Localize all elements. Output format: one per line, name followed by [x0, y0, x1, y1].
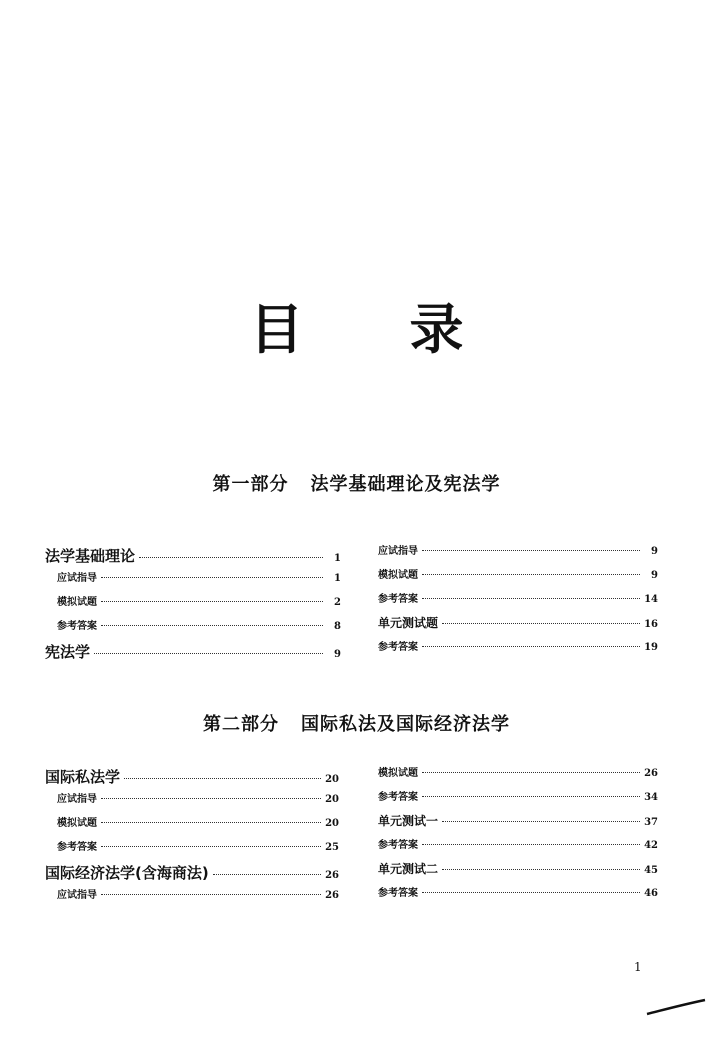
toc-entry-label: 参考答案	[378, 642, 418, 653]
toc-entry-label: 国际经济法学(含海商法)	[45, 864, 209, 882]
toc-entry[interactable]	[378, 788, 658, 812]
toc-entry[interactable]	[45, 886, 339, 910]
toc-entry[interactable]	[45, 617, 341, 641]
toc-entry-page: 26	[644, 768, 658, 779]
part-2-name: 国际私法及国际经济法学	[301, 714, 510, 735]
leader-dots	[101, 577, 323, 578]
toc-entry-label: 参考答案	[57, 842, 97, 853]
leader-dots	[422, 550, 640, 551]
toc-entry-label: 模拟试题	[378, 570, 418, 581]
part-2-right-column	[378, 764, 658, 908]
toc-entry-label: 国际私法学	[45, 768, 121, 786]
toc-entry-label: 模拟试题	[378, 768, 418, 779]
scan-mark	[645, 996, 707, 1020]
toc-entry[interactable]	[378, 812, 658, 836]
toc-entry-page: 20	[325, 794, 339, 805]
toc-entry-label: 参考答案	[378, 594, 418, 605]
toc-entry[interactable]	[378, 764, 658, 788]
leader-dots	[101, 625, 323, 626]
toc-entry-label: 单元测试一	[378, 814, 439, 828]
toc-entry-page: 9	[651, 546, 658, 557]
toc-entry[interactable]	[378, 836, 658, 860]
leader-dots	[213, 874, 321, 875]
toc-entry[interactable]	[45, 862, 339, 886]
page-number: 1	[634, 960, 642, 974]
toc-entry-page: 1	[334, 573, 341, 584]
toc-entry-page: 34	[644, 792, 658, 803]
part-1-number: 第一部分	[212, 474, 289, 495]
toc-entry-page: 9	[651, 570, 658, 581]
toc-entry-label: 应试指导	[57, 573, 97, 584]
toc-entry[interactable]	[378, 542, 658, 566]
toc-entry-label: 参考答案	[378, 840, 418, 851]
part-2-left-column	[45, 766, 339, 910]
toc-entry-page: 20	[325, 774, 339, 785]
toc-entry-page: 25	[325, 842, 339, 853]
leader-dots	[422, 796, 640, 797]
toc-entry-page: 20	[325, 818, 339, 829]
part-1-name: 法学基础理论及宪法学	[310, 474, 501, 495]
leader-dots	[422, 844, 640, 845]
toc-entry-label: 应试指导	[57, 890, 97, 901]
toc-entry-page: 19	[644, 642, 658, 653]
toc-entry-label: 模拟试题	[57, 818, 97, 829]
toc-entry-page: 26	[325, 870, 339, 881]
leader-dots	[101, 798, 321, 799]
toc-entry[interactable]	[45, 641, 341, 665]
leader-dots	[94, 653, 323, 654]
part-1-right-column	[378, 542, 658, 662]
toc-entry-page: 14	[644, 594, 658, 605]
toc-entry[interactable]	[45, 814, 339, 838]
toc-title	[0, 300, 713, 360]
toc-entry[interactable]	[45, 569, 341, 593]
toc-entry-page: 45	[644, 865, 658, 876]
title-char-1: 目	[249, 298, 304, 361]
leader-dots	[139, 557, 323, 558]
toc-entry-page: 2	[334, 597, 341, 608]
leader-dots	[101, 894, 321, 895]
part-2-number: 第二部分	[203, 714, 279, 735]
leader-dots	[422, 598, 640, 599]
toc-entry[interactable]	[378, 638, 658, 662]
leader-dots	[442, 821, 640, 822]
leader-dots	[124, 778, 321, 779]
toc-entry[interactable]	[378, 566, 658, 590]
toc-entry-label: 应试指导	[57, 794, 97, 805]
toc-entry-page: 42	[644, 840, 658, 851]
leader-dots	[101, 822, 321, 823]
toc-entry-label: 应试指导	[378, 546, 418, 557]
title-char-2: 录	[409, 298, 464, 361]
leader-dots	[442, 623, 640, 624]
toc-entry-label: 法学基础理论	[45, 547, 136, 565]
leader-dots	[422, 892, 640, 893]
toc-entry-page: 37	[644, 817, 658, 828]
toc-entry[interactable]	[378, 614, 658, 638]
leader-dots	[422, 574, 640, 575]
leader-dots	[101, 846, 321, 847]
leader-dots	[101, 601, 323, 602]
leader-dots	[422, 772, 640, 773]
toc-entry-label: 单元测试题	[378, 616, 439, 630]
toc-entry-label: 参考答案	[378, 888, 418, 899]
toc-entry[interactable]	[45, 593, 341, 617]
toc-entry[interactable]	[45, 838, 339, 862]
part-1-left-column	[45, 545, 341, 665]
toc-entry-page: 26	[325, 890, 339, 901]
toc-entry[interactable]	[45, 766, 339, 790]
toc-entry[interactable]	[378, 590, 658, 614]
toc-entry-label: 单元测试二	[378, 862, 439, 876]
toc-entry-page: 16	[644, 619, 658, 630]
toc-entry-page: 9	[334, 649, 341, 660]
part-1-heading	[0, 470, 713, 496]
toc-entry-label: 模拟试题	[57, 597, 97, 608]
part-2-heading	[0, 710, 713, 736]
toc-entry[interactable]	[378, 884, 658, 908]
toc-entry-page: 8	[334, 621, 341, 632]
toc-entry[interactable]	[45, 790, 339, 814]
toc-entry[interactable]	[378, 860, 658, 884]
toc-entry-page: 46	[644, 888, 658, 899]
leader-dots	[442, 869, 640, 870]
toc-entry[interactable]	[45, 545, 341, 569]
toc-entry-label: 参考答案	[57, 621, 97, 632]
toc-entry-label: 参考答案	[378, 792, 418, 803]
toc-entry-label: 宪法学	[45, 643, 91, 661]
leader-dots	[422, 646, 640, 647]
toc-entry-page: 1	[334, 553, 341, 564]
